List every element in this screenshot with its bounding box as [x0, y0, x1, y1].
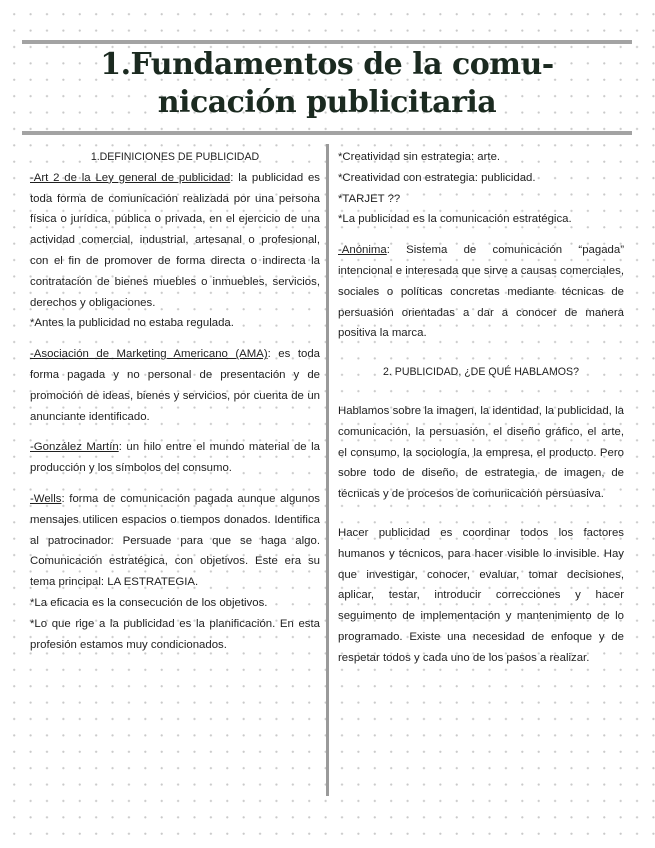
definition-anonima-label: -Anónima: [338, 244, 387, 257]
title-line-2: nicación publicitaria: [157, 85, 497, 120]
creativity-line-2: *Creatividad con estrategia: publicidad.: [338, 171, 536, 184]
definition-ama-text: : es toda forma pagada y no personal de presentación y de promoción de ideas, bienes y servicios, por cuenta de un anunciante identificado.: [30, 348, 320, 423]
title-line-1: 1.Fundamentos de la comu-: [100, 47, 554, 82]
creativity-line-1: *Creatividad sin estrategia: arte.: [338, 151, 501, 163]
definition-ama-label: -Asociación de Marketing Americano (AMA): [30, 348, 268, 361]
definition-anonima-text: : Sistema de comunicación “pagada” intencional e interesada que sirve a causas comerciales, sociales o políticas concretas mediante técnicas de persuasión orientadas a dar a conocer de manera positiva la marca.: [338, 244, 624, 340]
definition-gonzalez: [30, 437, 320, 479]
definition-anonima: [338, 240, 624, 344]
paragraph-hacer-publicidad: Hacer publicidad es coordinar todos los factores humanos y técnicos, para hacer visible lo invisible. Hay que investigar, conocer, evaluar, tomar decisiones, aplicar, testar, introducir correcciones y hacer seguimento de implementación y mantenimiento de lo programado. Existe una necesidad de enfoque y de respetar todos y cada uno de los pasos a realizar.: [338, 526, 624, 664]
left-column: [30, 147, 320, 655]
section-1-heading: 1.DEFINICIONES DE PUBLICIDAD: [90, 151, 260, 163]
definition-ley-label: -Art 2 de la Ley general de publicidad: [30, 171, 231, 184]
definition-wells-text: : forma de comunicación pagada aunque algunos mensajes utilicen espacios o tiempos donados. Identifica al patrocinador. Persuade para que se haga algo. Comunicación estratégica, con objetivos. Este era su tema principal: LA ESTRATEGIA.: [30, 492, 320, 589]
section-2-heading: 2. PUBLICIDAD, ¿DE QUÉ HABLAMOS?: [382, 366, 580, 379]
definition-gonzalez-label: -González Martín: [30, 441, 119, 454]
definition-ley-text: : la publicidad es toda forma de comunicación realizada por una persona física o jurídica, pública o privada, en el ejercicio de una actividad comercial, industrial, artesanal o profesional, con el fin de promover de forma directa o indirecta la contratación de bienes muebles o inmuebles, servicios, derechos y obligaciones.: [30, 171, 321, 309]
definition-wells-label: -Wells: [30, 492, 62, 505]
top-divider: [22, 40, 632, 44]
page-title: [22, 46, 632, 122]
ley-note: *Antes la publicidad no estaba regulada.: [30, 317, 234, 330]
title-divider: [22, 131, 632, 135]
column-divider: [326, 144, 329, 796]
strategic-line: *La publicidad es la comunicación estratégica.: [338, 213, 572, 226]
definition-wells: [30, 489, 320, 593]
tarjet-line: *TARJET ??: [338, 192, 401, 205]
definition-ama: [30, 344, 320, 427]
right-column: [338, 147, 624, 669]
definition-gonzalez-text: : un hilo entre el mundo material de la producción y los símbolos del consumo.: [30, 441, 320, 475]
paragraph-hablamos: Hablamos sobre la imagen, la identidad, la publicidad, la comunicación, la persuasión, el diseño gráfico, el arte, el consumo, la sociología, la empresa, el producto. Pero sobre todo de diseño, de estrategia, de imagen, de técnicas y de procesos de comunicación persuasiva.: [338, 404, 624, 501]
definition-ley-general: [30, 168, 320, 314]
wells-note-2: *Lo que rige a la publicidad es la planificación. En esta profesión estamos muy condicionados.: [30, 617, 320, 651]
wells-note-1: *La eficacia es la consecución de los objetivos.: [30, 596, 268, 609]
